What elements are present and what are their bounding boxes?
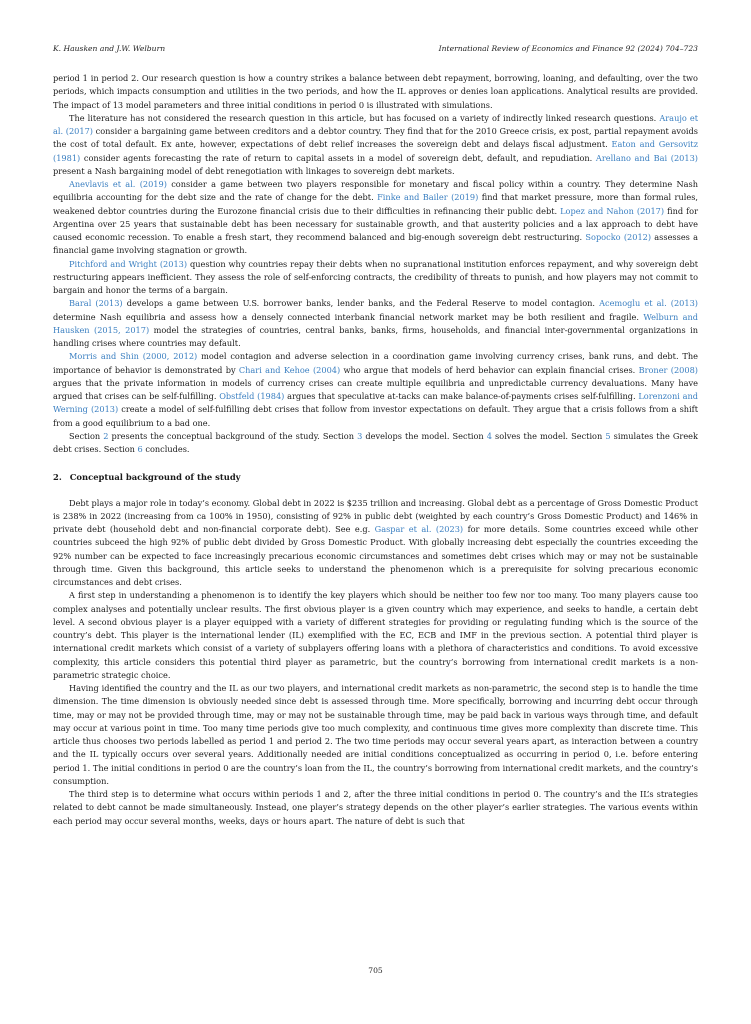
paragraph-8: Debt plays a major role in today’s economy. Global debt in 2022 is $235 trillion and increasing. Global debt as a percentage of Gross Domestic Product is 238% in 2022 (increasing from ca 100% in 1950), consisting of 92% in public debt (weighted by each country’s Gross Domestic Product) and 146% in private debt (household debt and non-financial corporate debt). See e.g. Gaspar et al. (2023) for more details. Some countries exceed while other countries subceed the high 92% of public debt divided by Gross Domestic Product. With globally increasing debt especially the countries exceeding the 92% number can be expected to face increasingly precarious economic circumstances and sometimes debt crises which may or may not be sustainable through time. Given this background, this article seeks to understand the phenomenon which is a prerequisite for solving precarious economic circumstances and debt crises. bbox=[53, 497, 698, 587]
running-header bbox=[53, 44, 698, 53]
section-number: 2. bbox=[53, 472, 62, 483]
paragraph-6: Morris and Shin (2000, 2012) model contagion and adverse selection in a coordination game involving currency crises, bank runs, and debt. The importance of behavior is demonstrated by Chari and Kehoe (2004) who argue that models of herd behavior can explain financial crises. Broner (2008) argues that the private information in models of currency crises can create multiple equilibria and unpredictable currency devaluations. Many have argued that crises can be self-fulfilling. Obstfeld (1984) argues that speculative at-tacks can make balance-of-payments crises self-fulfilling. Lorenzoni and Werning (2013) create a model of self-fulfilling debt crises that follow from investor expectations on default. They argue that a crisis follows from a shift from a good equilibrium to a bad one. bbox=[53, 351, 698, 428]
paragraph-7: Section 2 presents the conceptual background of the study. Section 3 develops the model. Section 4 solves the model. Section 5 simulates the Greek debt crises. Section 6 concludes. bbox=[53, 430, 698, 454]
header-journal: International Review of Economics and Finance 92 (2024) 704–723 bbox=[438, 44, 698, 53]
citation-arellano-bai[interactable]: Arellano and Bai (2013) bbox=[595, 152, 698, 163]
citation-eaton-gersovitz[interactable]: Eaton and Gersovitz (1981) bbox=[53, 139, 699, 163]
citation-welburn-hausken[interactable]: Welburn and Hausken (2015, 2017) bbox=[53, 311, 698, 335]
paragraph-10: Having identified the country and the IL as our two players, and international credit markets as non-parametric, the second step is to handle the time dimension. The time dimension is obviously needed since debt is assessed through time. More specifically, borrowing and incurring debt occur through time, may or may not be provided through time, may or may not be sustainable through time, may be paid back in various ways through time, and default may occur at various point in time. Too many time periods give too much complexity, and continuous time gives more complexity than discrete time. This article thus chooses two periods labelled as period 1 and period 2. The two time periods may occur several years apart, as interaction between a country and the IL typically occurs over several years. Additionally needed are initial conditions conceptualized as occurring in period 0, i.e. before entering period 1. The initial conditions in period 0 are the country’s loan from the IL, the country’s borrowing from international credit markets, and the country’s consumption. bbox=[53, 683, 698, 786]
citation-chari-kehoe[interactable]: Chari and Kehoe (2004) bbox=[238, 364, 341, 375]
article-body bbox=[53, 72, 698, 828]
section-link-3[interactable]: 3 bbox=[357, 430, 363, 441]
citation-acemoglu[interactable]: Acemoglu et al. (2013) bbox=[599, 298, 698, 309]
citation-broner[interactable]: Broner (2008) bbox=[638, 364, 698, 375]
citation-obstfeld[interactable]: Obstfeld (1984) bbox=[219, 391, 285, 401]
citation-lorenzoni-werning[interactable]: Lorenzoni and Werning (2013) bbox=[53, 391, 698, 415]
paragraph-2: The literature has not considered the research question in this article, but has focused on a variety of indirectly linked research questions. Araujo et al. (2017) consider a bargaining game between creditors and a debtor country. They find that for the 2010 Greece crisis, ex post, partial repayment avoids the cost of total default. Ex ante, however, expectations of debt relief increases the sovereign debt and delays fiscal adjustment. Eaton and Gersovitz (1981) consider agents forecasting the rate of return to capital assets in a model of sovereign debt, default, and repudiation. Arellano and Bai (2013) present a Nash bargaining model of debt renegotiation with linkages to sovereign debt markets. bbox=[53, 112, 699, 176]
citation-morris-shin[interactable]: Morris and Shin (2000, 2012) bbox=[69, 351, 198, 362]
section-2-heading bbox=[53, 471, 698, 484]
citation-lopez-nahon[interactable]: Lopez and Nahon (2017) bbox=[560, 205, 665, 216]
citation-sopocko[interactable]: Sopocko (2012) bbox=[585, 232, 652, 242]
citation-baral[interactable]: Baral (2013) bbox=[69, 298, 123, 309]
header-authors: K. Hausken and J.W. Welburn bbox=[53, 44, 166, 53]
paragraph-3: Anevlavis et al. (2019) consider a game between two players responsible for monetary and fiscal policy within a country. They determine Nash equilibria accounting for the debt size and the rate of change for the debt. Finke and Bailer (2019) find that market pressure, more than formal rules, weakened debtor countries during the Eurozone financial crisis due to their difficulties in refinancing their public debt. Lopez and Nahon (2017) find for Argentina over 25 years that sustainable debt has been necessary for sustainable growth, and that austerity policies and a lax approach to debt have caused economic recession. To enable a fresh start, they recommend balanced and big-enough sovereign debt restructuring. Sopocko (2012) assesses a financial game involving stagnation or growth. bbox=[53, 179, 699, 256]
citation-araujo[interactable]: Araujo et al. (2017) bbox=[53, 112, 699, 136]
paragraph-5: Baral (2013) develops a game between U.S. borrower banks, lender banks, and the Federal Reserve to model contagion. Acemoglu et al. (2013) determine Nash equilibria and assess how a densely connected interbank financial network market may be both resilient and fragile. Welburn and Hausken (2015, 2017) model the strategies of countries, central banks, banks, firms, households, and financial inter-governmental organizations in handling crises where countries may default. bbox=[53, 298, 698, 348]
page-number: 705 bbox=[368, 966, 383, 975]
citation-finke-bailer[interactable]: Finke and Bailer (2019) bbox=[377, 192, 479, 203]
section-title: Conceptual background of the study bbox=[69, 472, 241, 483]
paragraph-9: A first step in understanding a phenomenon is to identify the key players which should be neither too few nor too many. Too many players cause too complex analyses and potentially unclear results. The first obvious player is a given country which may experience, and seeks to handle, a certain debt level. A second obvious player is a player equipped with a variety of different strategies for providing or regulating funding which is the source of the country’s debt. This player is the international lender (IL) exemplified with the EC, ECB and IMF in the previous section. A potential third player is international credit markets which consist of a variety of subplayers offering loans with a plethora of characteristics and conditions. To avoid excessive complexity, this article considers this potential third player as parametric, but the country’s borrowing from international credit markets is a non-parametric strategic choice. bbox=[53, 590, 698, 680]
section-link-5[interactable]: 5 bbox=[605, 430, 611, 441]
citation-anevlavis[interactable]: Anevlavis et al. (2019) bbox=[69, 179, 167, 189]
paragraph-1: period 1 in period 2. Our research question is how a country strikes a balance between debt repayment, borrowing, loaning, and defaulting, over the two periods, which impacts consumption and utilities in the two periods, and how the IL approves or denies loan applications. Analytical results are provided. The impact of 13 model parameters and three initial conditions in period 0 is illustrated with simulations. bbox=[53, 73, 698, 110]
section-link-2[interactable]: 2 bbox=[103, 430, 109, 441]
paragraph-11: The third step is to determine what occurs within periods 1 and 2, after the three initial conditions in period 0. The country’s and the IL’s strategies related to debt cannot be made simultaneously. Instead, one player’s strategy depends on the other player’s earlier strategies. The various events within each period may occur several months, weeks, days or hours apart. The nature of debt is such that bbox=[53, 789, 698, 826]
citation-gaspar[interactable]: Gaspar et al. (2023) bbox=[374, 524, 464, 534]
section-link-4[interactable]: 4 bbox=[486, 430, 492, 441]
citation-pitchford-wright[interactable]: Pitchford and Wright (2013) bbox=[69, 258, 188, 269]
section-link-6[interactable]: 6 bbox=[137, 444, 143, 454]
paragraph-4: Pitchford and Wright (2013) question why countries repay their debts when no supranational institution enforces repayment, and why sovereign debt restructuring appears inefficient. They assess the role of self-enforcing contracts, the credibility of threats to punish, and how players may not commit to bargain and honor the terms of a bargain. bbox=[53, 258, 699, 295]
